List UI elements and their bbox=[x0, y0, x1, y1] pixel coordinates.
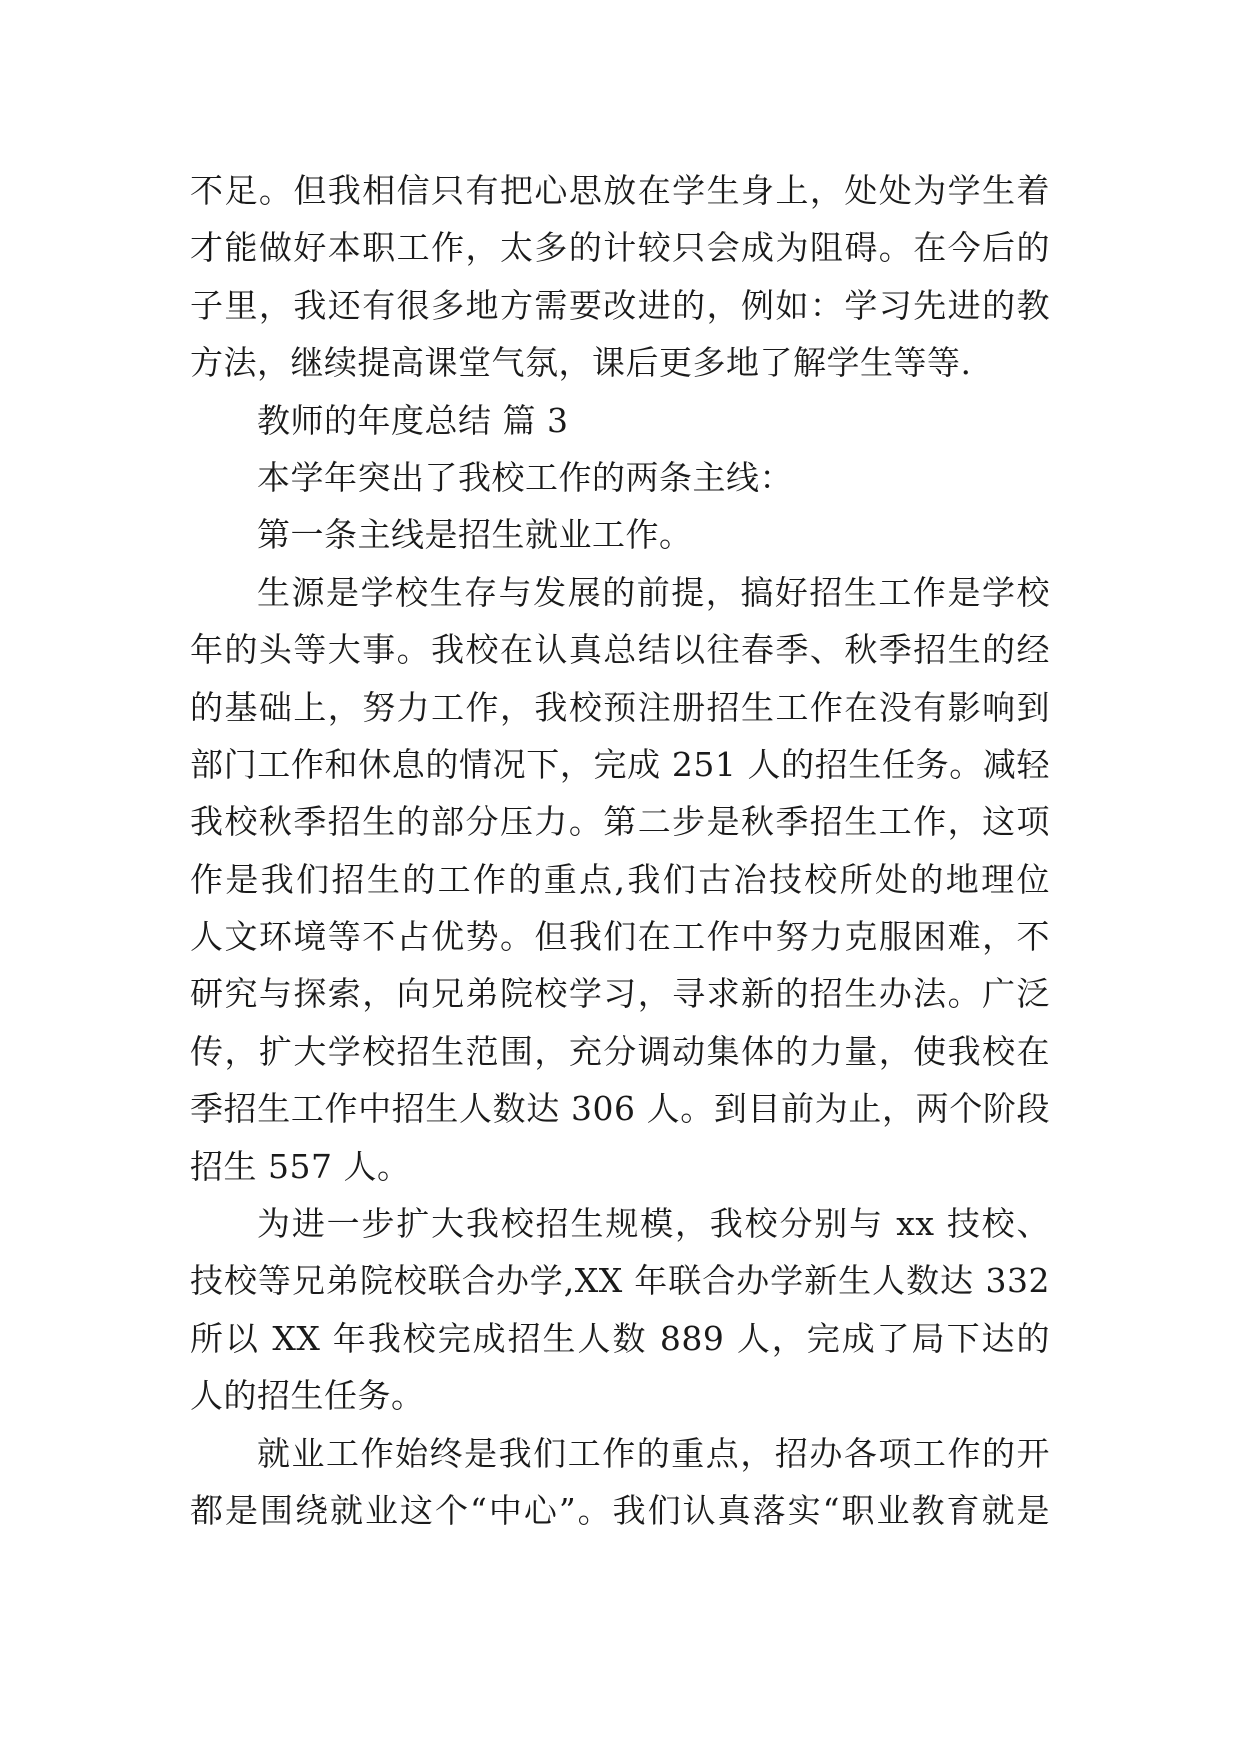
text-line: 传，扩大学校招生范围，充分调动集体的力量，使我校在 bbox=[190, 1031, 1050, 1071]
text-line: 所以 XX 年我校完成招生人数 889 人，完成了局下达的 bbox=[190, 1318, 1050, 1358]
text-line: 方法，继续提高课堂气氛，课后更多地了解学生等等. bbox=[190, 343, 972, 383]
text-line: 作是我们招生的工作的重点,我们古冶技校所处的地理位 bbox=[190, 859, 1050, 899]
text-line: 季招生工作中招生人数达 306 人。到目前为止，两个阶段 bbox=[190, 1089, 1050, 1129]
text-line: 为进一步扩大我校招生规模，我校分别与 xx 技校、 bbox=[257, 1204, 1050, 1244]
text-line: 人的招生任务。 bbox=[190, 1376, 425, 1416]
text-line: 教师的年度总结 篇 3 bbox=[257, 400, 569, 440]
text-line: 招生 557 人。 bbox=[190, 1146, 411, 1186]
text-line: 研究与探索，向兄弟院校学习，寻求新的招生办法。广泛 bbox=[190, 974, 1050, 1014]
text-line: 人文环境等不占优势。但我们在工作中努力克服困难，不 bbox=[190, 917, 1050, 957]
text-line: 本学年突出了我校工作的两条主线： bbox=[257, 457, 793, 497]
text-line: 我校秋季招生的部分压力。第二步是秋季招生工作，这项 bbox=[190, 802, 1050, 842]
text-line: 子里，我还有很多地方需要改进的，例如：学习先进的教 bbox=[190, 285, 1050, 325]
text-line: 不足。但我相信只有把心思放在学生身上，处处为学生着 bbox=[190, 171, 1050, 210]
text-line: 生源是学校生存与发展的前提，搞好招生工作是学校 bbox=[257, 572, 1050, 612]
text-line: 才能做好本职工作，太多的计较只会成为阻碍。在今后的 bbox=[190, 228, 1050, 268]
text-line: 都是围绕就业这个“中心”。我们认真落实“职业教育就是 bbox=[190, 1490, 1050, 1530]
document-body bbox=[190, 162, 1050, 1539]
text-line: 技校等兄弟院校联合办学,XX 年联合办学新生人数达 332 bbox=[190, 1261, 1050, 1301]
text-line: 的基础上，努力工作，我校预注册招生工作在没有影响到 bbox=[190, 687, 1050, 727]
text-line: 年的头等大事。我校在认真总结以往春季、秋季招生的经 bbox=[190, 630, 1050, 670]
text-line: 部门工作和休息的情况下，完成 251 人的招生任务。减轻 bbox=[190, 744, 1050, 784]
text-line: 第一条主线是招生就业工作。 bbox=[257, 515, 693, 555]
text-line: 就业工作始终是我们工作的重点，招办各项工作的开 bbox=[257, 1433, 1050, 1473]
